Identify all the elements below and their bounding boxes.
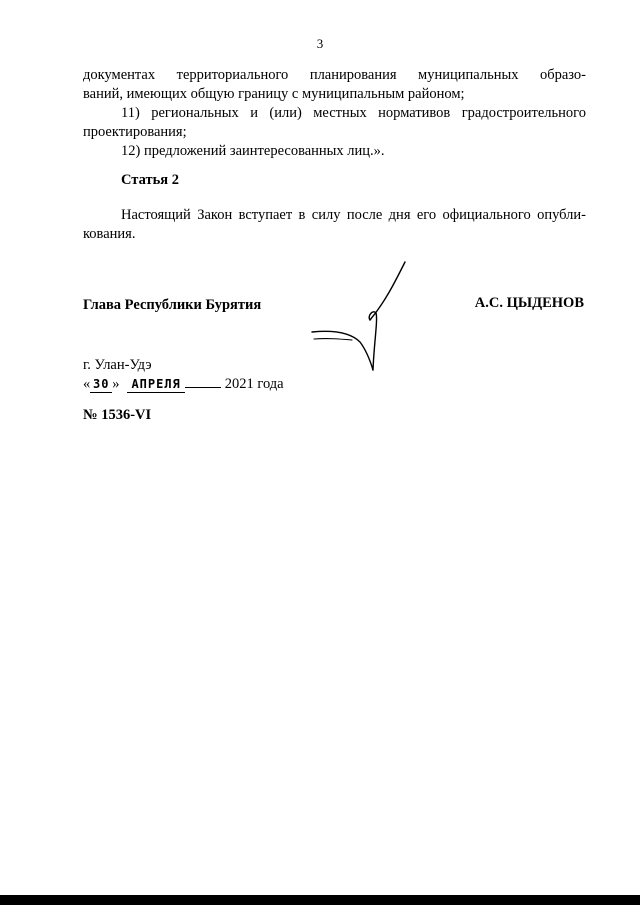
- date-year: 2021 года: [224, 376, 284, 392]
- date-line: [83, 374, 284, 393]
- date-blank-underline: [185, 374, 221, 388]
- date-close-quote: »: [112, 376, 120, 392]
- signatory-name: А.С. ЦЫДЕНОВ: [474, 295, 584, 311]
- handwritten-signature: [300, 258, 420, 378]
- signatory-title: Глава Республики Бурятия: [83, 297, 262, 313]
- article-heading: Статья 2: [121, 172, 179, 188]
- date-day: 30: [90, 377, 112, 393]
- paragraph-line: документах территориального планирования муниципальных образо-: [83, 67, 586, 83]
- paragraph-line: 12) предложений заинтересованных лиц.».: [121, 143, 385, 159]
- scan-bottom-edge: [0, 895, 640, 905]
- page-number: 3: [316, 36, 324, 51]
- date-open-quote: «: [83, 376, 91, 392]
- date-month: АПРЕЛЯ: [127, 377, 185, 393]
- paragraph-line: кования.: [83, 226, 136, 242]
- paragraph-line: 11) региональных и (или) местных нормативов градостроительного: [121, 105, 586, 121]
- paragraph-line: Настоящий Закон вступает в силу после дня его официального опубли-: [121, 207, 586, 223]
- paragraph-line: ваний, имеющих общую границу с муниципальным районом;: [83, 86, 465, 102]
- document-number: № 1536-VI: [83, 407, 152, 423]
- paragraph-line: проектирования;: [83, 124, 187, 140]
- place-of-signing: г. Улан-Удэ: [83, 357, 152, 373]
